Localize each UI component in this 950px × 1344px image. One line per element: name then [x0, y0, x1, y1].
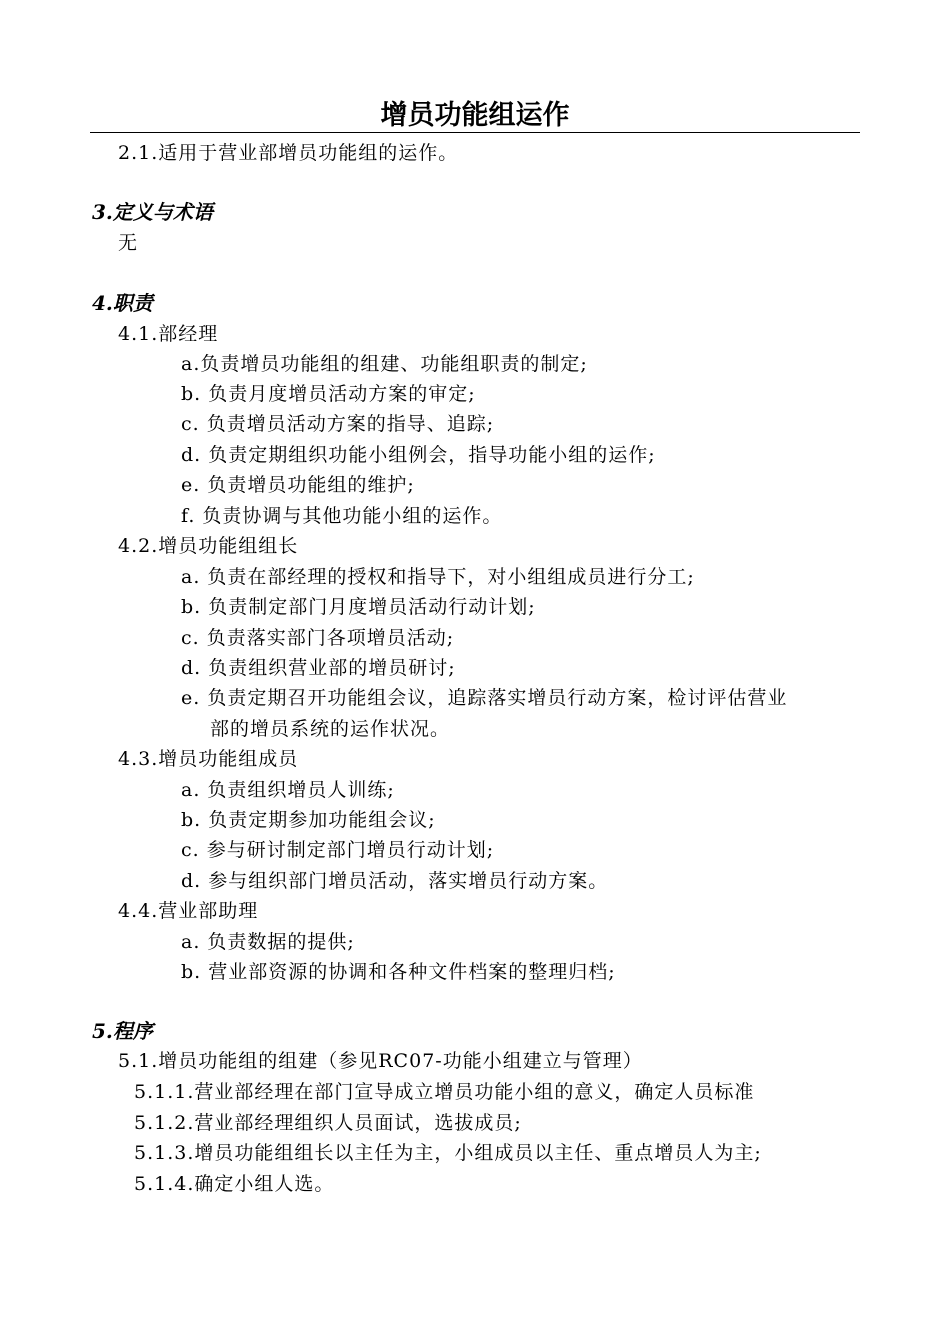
list-item: b. 营业部资源的协调和各种文件档案的整理归档; — [181, 961, 616, 983]
list-item: 5.1.3.增员功能组组长以主任为主，小组成员以主任、重点增员人为主; — [134, 1142, 762, 1164]
list-item: c. 负责落实部门各项增员活动; — [181, 627, 455, 649]
list-item: a. 负责在部经理的授权和指导下，对小组组成员进行分工; — [181, 566, 695, 588]
list-item: b. 负责制定部门月度增员活动行动计划; — [181, 596, 536, 618]
list-item: e. 负责增员功能组的维护; — [181, 474, 415, 496]
list-item: f. 负责协调与其他功能小组的运作。 — [181, 505, 503, 527]
list-item: a.负责增员功能组的组建、功能组职责的制定; — [181, 353, 588, 375]
subsection-4-1-title: 4.1.部经理 — [118, 323, 219, 345]
list-item: c. 负责增员活动方案的指导、追踪; — [181, 413, 495, 435]
list-item: d. 负责组织营业部的增员研讨; — [181, 657, 456, 679]
list-item: d. 参与组织部门增员活动，落实增员行动方案。 — [181, 870, 609, 892]
subsection-4-2-title: 4.2.增员功能组组长 — [118, 535, 299, 557]
list-item: b. 负责定期参加功能组会议; — [181, 809, 436, 831]
list-item: c. 参与研讨制定部门增员行动计划; — [181, 839, 495, 861]
section-3-heading: 3.定义与术语 — [92, 200, 213, 224]
list-item: a. 负责数据的提供; — [181, 931, 355, 953]
title-underline — [90, 132, 860, 133]
list-item: b. 负责月度增员活动方案的审定; — [181, 383, 476, 405]
list-item: 5.1.1.营业部经理在部门宣导成立增员功能小组的意义，确定人员标准 — [134, 1081, 755, 1103]
section-5-heading: 5.程序 — [92, 1019, 153, 1043]
subsection-4-3-title: 4.3.增员功能组成员 — [118, 748, 299, 770]
list-item: e. 负责定期召开功能组会议，追踪落实增员行动方案，检讨评估营业 — [181, 687, 788, 709]
section-3-body: 无 — [118, 232, 139, 254]
scope-item: 2.1.适用于营业部增员功能组的运作。 — [118, 142, 459, 164]
list-item: d. 负责定期组织功能小组例会，指导功能小组的运作; — [181, 444, 656, 466]
list-item-continuation: 部的增员系统的运作状况。 — [210, 718, 451, 740]
list-item: 5.1.2.营业部经理组织人员面试，选拔成员; — [134, 1112, 522, 1134]
list-item: 5.1.4.确定小组人选。 — [134, 1173, 335, 1195]
section-4-heading: 4.职责 — [92, 291, 153, 315]
document-title: 增员功能组运作 — [380, 100, 570, 131]
subsection-4-4-title: 4.4.营业部助理 — [118, 900, 259, 922]
list-item: a. 负责组织增员人训练; — [181, 779, 395, 801]
subsection-5-1-title: 5.1.增员功能组的组建（参见RC07-功能小组建立与管理） — [118, 1050, 643, 1072]
